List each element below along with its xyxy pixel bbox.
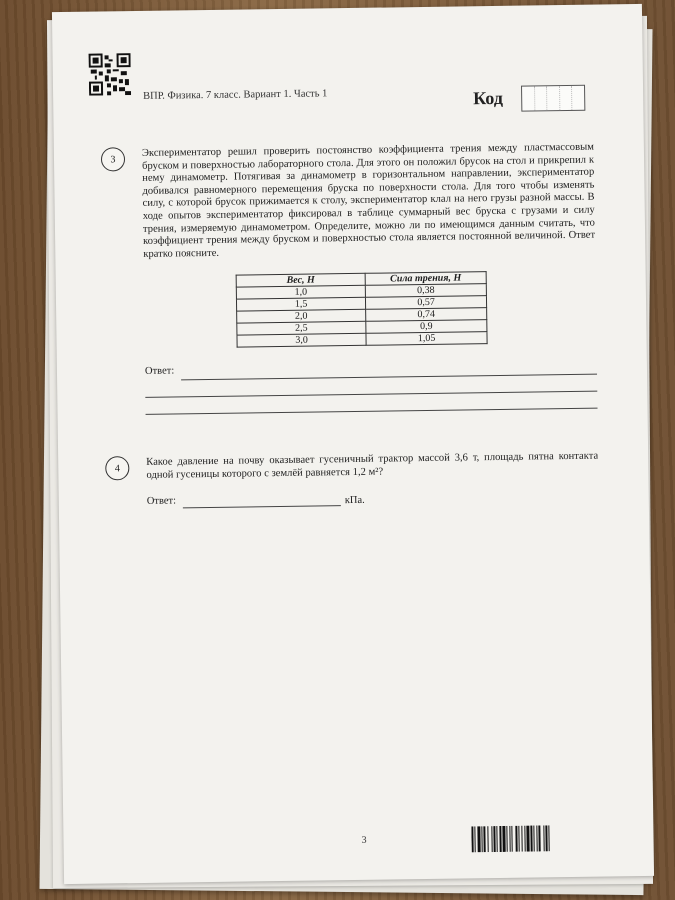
table-cell-friction: 0,9 (366, 320, 487, 334)
table-cell-weight: 3,0 (237, 333, 366, 347)
friction-data-table (236, 271, 488, 347)
question-3-answer-line-2[interactable] (145, 391, 597, 398)
question-3-number: 3 (101, 147, 125, 171)
question-3-answer-line-3[interactable] (146, 408, 598, 415)
table-cell-friction: 0,74 (366, 308, 487, 322)
qr-code-icon (89, 53, 132, 96)
table-cell-friction: 0,38 (365, 284, 486, 298)
table-cell-weight: 1,5 (236, 297, 365, 311)
exam-page (52, 4, 654, 884)
table-cell-friction: 1,05 (366, 332, 487, 346)
question-4-text: Какое давление на почву оказывает гусеничный трактор массой 3,6 т, площадь пятна контакта одной гусеницы которого с землёй равняется 1,2 м²? (146, 450, 599, 481)
code-input-box[interactable] (521, 85, 585, 112)
page-number: 3 (361, 834, 367, 846)
question-3-text: Экспериментатор решил проверить постоянство коэффициента трения между пластмассовым бруском и поверхностью лабораторного стола. Для этого он положил брусок на стол и прикрепил к нему динамометр. Потягивая за динамометр в горизонтальном направлении, экспериментатор добивался равномерного перемещения бруска по поверхности стола. Для того чтобы изменять силу, с которой брусок прижимается к столу, экспериментатор клал на него грузы разной массы. В ходе опытов экспериментатор фиксировал в таблице суммарный вес бруска с грузами и силу трения, измеряемую динамометром. Определите, можно ли по имеющимся данным считать, что коэффициент трения между бруском и поверхностью стола является постоянной величиной. Ответ кратко поясните. (141, 141, 596, 260)
table-header-friction: Сила трения, Н (365, 272, 486, 286)
question-3-answer-label: Ответ: (144, 365, 175, 377)
question-4-unit: кПа. (344, 494, 365, 507)
code-label: Код (473, 87, 504, 109)
question-4-answer-line[interactable] (183, 505, 341, 508)
question-4-answer-label: Ответ: (146, 495, 177, 507)
barcode-icon (471, 825, 601, 853)
table-cell-friction: 0,57 (365, 296, 486, 310)
question-3-answer-line-1[interactable] (181, 374, 597, 381)
table-cell-weight: 1,0 (236, 285, 365, 299)
table-cell-weight: 2,5 (237, 321, 366, 335)
exam-header-title: ВПР. Физика. 7 класс. Вариант 1. Часть 1 (143, 88, 328, 102)
table-cell-weight: 2,0 (237, 309, 366, 323)
table-row (237, 332, 487, 347)
question-4-number: 4 (105, 456, 129, 480)
table-header-weight: Вес, Н (236, 273, 365, 287)
